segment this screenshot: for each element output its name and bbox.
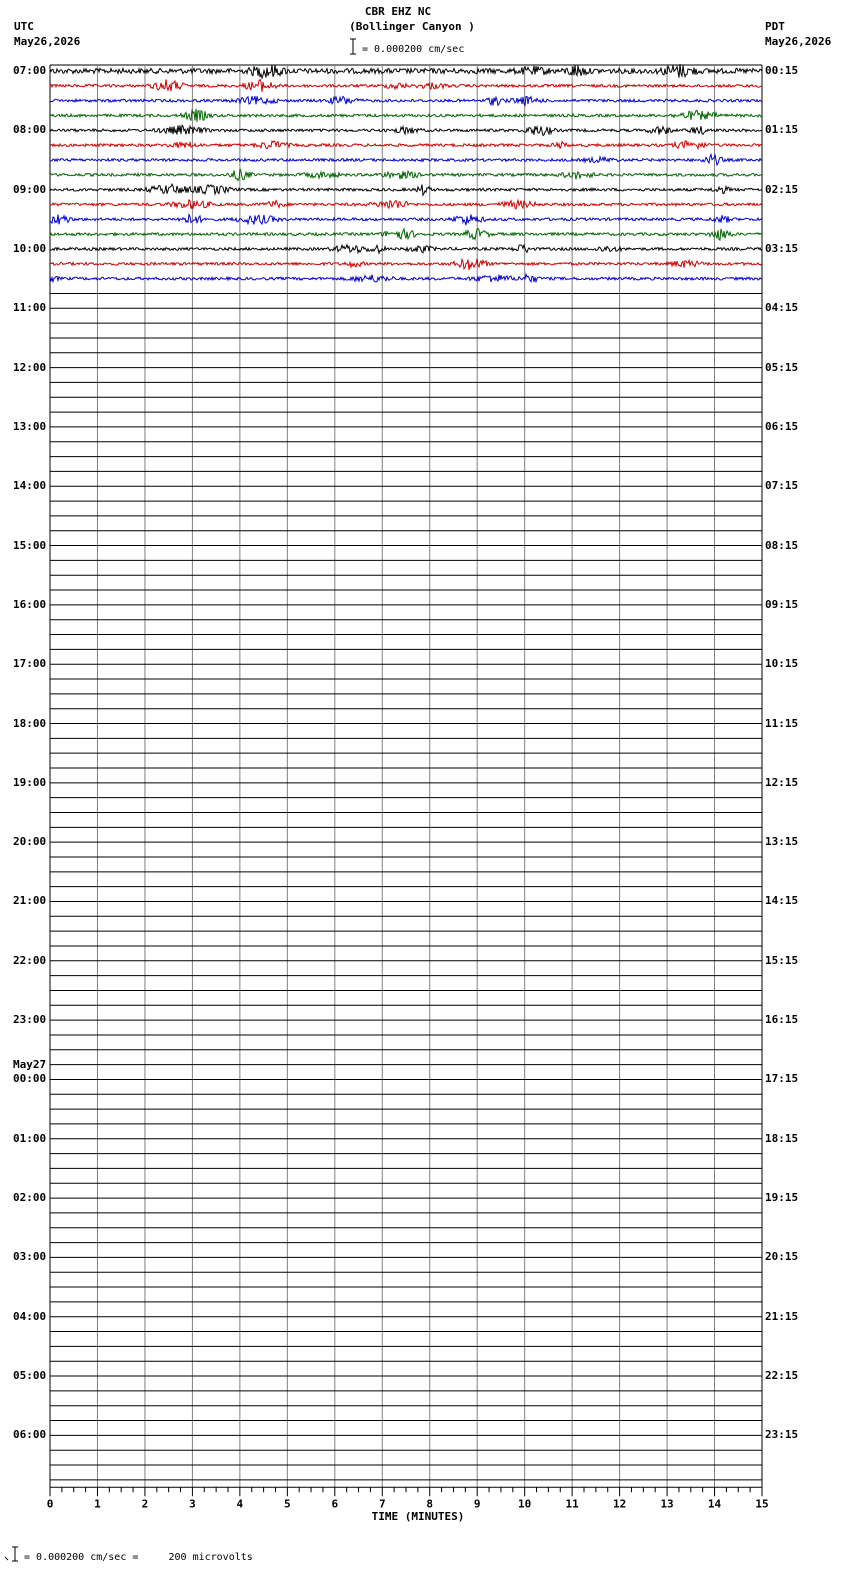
utc-hour-label: 13:00	[13, 420, 47, 433]
x-tick-label: 7	[378, 1497, 386, 1511]
seismic-trace	[50, 184, 762, 195]
utc-hour-label: 09:00	[13, 183, 47, 196]
x-tick-label: 3	[189, 1497, 196, 1511]
utc-hour-label: 07:00	[13, 64, 47, 77]
x-tick-label: 6	[331, 1497, 339, 1511]
pdt-hour-label: 18:15	[765, 1132, 799, 1145]
utc-hour-label: 00:00	[13, 1072, 47, 1085]
utc-hour-label: 11:00	[13, 301, 47, 314]
x-axis	[47, 1487, 769, 1510]
pdt-hour-label: 09:15	[765, 598, 799, 611]
x-axis-label: TIME (MINUTES)	[371, 1510, 465, 1523]
date-change-label: May27	[13, 1058, 47, 1071]
utc-hour-label: 22:00	[13, 954, 47, 967]
pdt-hour-label: 05:15	[765, 361, 799, 374]
seismic-traces	[50, 64, 762, 282]
pdt-hour-label: 08:15	[765, 539, 799, 552]
pdt-hour-label: 20:15	[765, 1250, 799, 1263]
pdt-hour-label: 22:15	[765, 1369, 799, 1382]
pdt-hour-label: 13:15	[765, 835, 799, 848]
seismic-trace	[50, 200, 762, 209]
x-tick-label: 12	[612, 1497, 627, 1511]
pdt-hour-label: 02:15	[765, 183, 799, 196]
utc-hour-label: 06:00	[13, 1428, 47, 1441]
utc-hour-label: 01:00	[13, 1132, 47, 1145]
x-tick-label: 14	[707, 1497, 722, 1511]
utc-hour-label: 19:00	[13, 776, 47, 789]
footer-scale-note: = 0.000200 cm/sec = 200 microvolts	[24, 1552, 253, 1563]
station-title: CBR EHZ NC	[364, 5, 432, 18]
pdt-hour-label: 12:15	[765, 776, 799, 789]
seismic-trace	[50, 125, 762, 135]
pdt-hour-label: 14:15	[765, 894, 799, 907]
seismic-trace	[50, 214, 762, 225]
pdt-hour-label: 03:15	[765, 242, 799, 255]
pdt-hour-label: 07:15	[765, 479, 799, 492]
utc-hour-label: 12:00	[13, 361, 47, 374]
utc-hour-label: 16:00	[13, 598, 47, 611]
x-tick-label: 10	[518, 1497, 532, 1511]
utc-hour-label: 10:00	[13, 242, 47, 255]
scale-bar-icon	[348, 38, 358, 56]
utc-hour-label: 17:00	[13, 657, 47, 670]
pdt-hour-label: 00:15	[765, 64, 799, 77]
seismic-trace	[50, 64, 762, 78]
pdt-label: PDT	[765, 20, 785, 33]
utc-label: UTC	[14, 20, 34, 33]
pdt-hour-label: 10:15	[765, 657, 799, 670]
x-tick-label: 8	[426, 1497, 434, 1511]
seismic-trace	[50, 79, 762, 91]
utc-hour-label: 20:00	[13, 835, 47, 848]
x-tick-label: 4	[236, 1497, 244, 1511]
pdt-date: May26,2026	[765, 35, 832, 48]
utc-hour-label: 02:00	[13, 1191, 47, 1204]
utc-hour-label: 18:00	[13, 717, 47, 730]
pdt-hour-label: 15:15	[765, 954, 799, 967]
utc-hour-label: 23:00	[13, 1013, 47, 1026]
pdt-hour-label: 11:15	[765, 717, 799, 730]
pdt-hour-label: 19:15	[765, 1191, 799, 1204]
seismic-trace	[50, 228, 762, 240]
x-tick-label: 0	[46, 1497, 54, 1511]
pdt-hour-label: 17:15	[765, 1072, 799, 1085]
x-tick-label: 9	[473, 1497, 481, 1511]
x-tick-label: 1	[94, 1497, 101, 1511]
pdt-hour-label: 16:15	[765, 1013, 799, 1026]
seismic-trace	[50, 259, 762, 271]
pdt-hour-label: 01:15	[765, 123, 799, 136]
x-tick-label: 2	[141, 1497, 149, 1511]
seismic-trace	[50, 245, 762, 253]
utc-hour-label: 05:00	[13, 1369, 47, 1382]
x-tick-label: 11	[565, 1497, 579, 1511]
utc-hour-label: 21:00	[13, 894, 47, 907]
utc-date: May26,2026	[14, 35, 81, 48]
seismic-trace	[50, 109, 762, 122]
utc-hour-label: 08:00	[13, 123, 47, 136]
seismic-trace	[50, 169, 762, 181]
utc-hour-label: 04:00	[13, 1310, 47, 1323]
utc-hour-label: 03:00	[13, 1250, 47, 1263]
utc-hour-label: 15:00	[13, 539, 47, 552]
x-tick-label: 15	[755, 1497, 769, 1511]
x-tick-label: 13	[660, 1497, 674, 1511]
footer-scale-bar-icon	[2, 1546, 22, 1564]
seismic-trace	[50, 96, 762, 105]
x-tick-label: 5	[284, 1497, 291, 1511]
pdt-hour-label: 21:15	[765, 1310, 799, 1323]
scale-text: = 0.000200 cm/sec	[362, 44, 465, 55]
pdt-hour-label: 04:15	[765, 301, 799, 314]
seismic-trace	[50, 274, 762, 282]
pdt-hour-label: 06:15	[765, 420, 799, 433]
seismic-trace	[50, 141, 762, 149]
seismic-trace	[50, 154, 762, 165]
station-location: (Bollinger Canyon )	[349, 20, 475, 33]
pdt-hour-label: 23:15	[765, 1428, 799, 1441]
utc-hour-label: 14:00	[13, 479, 47, 492]
